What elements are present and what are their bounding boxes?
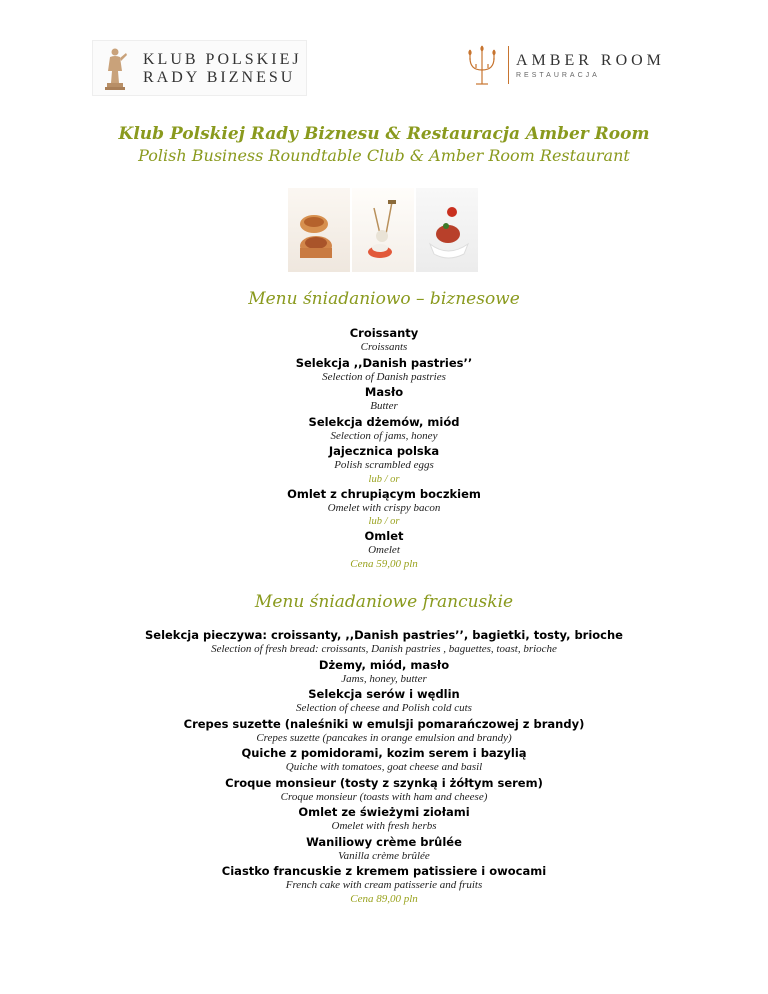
amber-logo-line2: RESTAURACJA xyxy=(516,72,600,79)
page-title: Klub Polskiej Rady Biznesu & Restauracja Amber Room xyxy=(118,124,650,144)
menu-item-en: Selection of fresh bread: croissants, Danish pastries , baguettes, toast, brioche xyxy=(211,643,557,655)
menu-item-pl: Quiche z pomidorami, kozim serem i bazylią xyxy=(241,746,527,760)
menu-item-en: Omelet with fresh herbs xyxy=(331,820,437,832)
menu-item-pl: Selekcja dżemów, miód xyxy=(308,414,460,429)
menu-item-pl: Dżemy, miód, masło xyxy=(318,657,450,672)
menu-item-en: Selection of jams, honey xyxy=(330,429,438,442)
menu-item-en: Crepes suzette (pancakes in orange emulsion and brandy) xyxy=(256,731,512,744)
amber-room-logo xyxy=(462,44,702,88)
menu-item-en: Butter xyxy=(370,400,398,412)
menu-item-en: French cake with cream patisserie and fruits xyxy=(285,879,483,891)
menu-item-en: Jams, honey, butter xyxy=(341,672,427,685)
food-photo-skewers xyxy=(352,188,414,272)
menu-item-pl: Croque monsieur (tosty z szynką i żółtym serem) xyxy=(225,775,543,790)
klub-logo-line2: RADY BIZNESU xyxy=(143,69,296,86)
menu-item-pl: Crepes suzette (naleśniki w emulsji pomarańczowej z brandy) xyxy=(183,716,585,731)
menu-item-en: Omelet xyxy=(368,544,400,556)
menu-item-en: Polish scrambled eggs xyxy=(334,459,434,471)
menu-item-en: Omelet with crispy bacon xyxy=(327,501,441,514)
menu-item-en: Croque monsieur (toasts with ham and cheese) xyxy=(280,790,488,803)
menu-heading-french: Menu śniadaniowe francuskie xyxy=(254,592,514,612)
menu-item-en: Selection of Danish pastries xyxy=(322,370,446,383)
menu-item-en: Croissants xyxy=(360,341,408,353)
menu-item-pl: Selekcja ,,Danish pastries’’ xyxy=(295,355,473,370)
menu-item-pl: Jajecznica polska xyxy=(328,444,440,458)
logo-divider xyxy=(508,46,509,84)
menu-item-pl: Ciastko francuskie z kremem patissiere i owocami xyxy=(221,864,547,878)
menu-price: Cena 89,00 pln xyxy=(350,892,418,905)
menu-item-en: Quiche with tomatoes, goat cheese and basil xyxy=(285,761,483,773)
page-subtitle: Polish Business Roundtable Club & Amber Room Restaurant xyxy=(138,146,630,165)
menu-item-pl: Waniliowy crème brûlée xyxy=(306,834,462,849)
menu-item-en: Vanilla crème brûlée xyxy=(338,849,430,862)
menu-item-pl: Croissanty xyxy=(349,326,419,340)
food-photo-rolls xyxy=(288,188,350,272)
menu-item-pl: Masło xyxy=(364,385,404,399)
menu-heading-business: Menu śniadaniowo – biznesowe xyxy=(248,289,520,309)
menu-item-pl: Omlet xyxy=(364,529,404,543)
amber-logo-line1: AMBER ROOM xyxy=(516,52,665,69)
food-photo-tartare xyxy=(416,188,478,272)
menu-business-items xyxy=(0,325,768,571)
menu-item-pl: Selekcja serów i wędlin xyxy=(308,687,460,701)
klub-logo-line1: KLUB POLSKIEJ xyxy=(143,51,302,68)
candelabra-icon xyxy=(462,44,502,88)
food-photo-strip xyxy=(288,188,478,272)
menu-item-en: Selection of cheese and Polish cold cuts xyxy=(296,702,472,714)
menu-french-items xyxy=(0,627,768,906)
menu-item-pl: Omlet ze świeżymi ziołami xyxy=(298,805,470,819)
or-label: lub / or xyxy=(368,516,400,527)
or-label: lub / or xyxy=(368,473,400,485)
statue-icon xyxy=(101,45,129,91)
menu-item-pl: Omlet z chrupiącym boczkiem xyxy=(287,486,481,501)
klub-logo xyxy=(92,40,307,96)
menu-item-pl: Selekcja pieczywa: croissanty, ,,Danish pastries’’, bagietki, tosty, brioche xyxy=(144,628,623,642)
menu-price: Cena 59,00 pln xyxy=(350,557,418,570)
